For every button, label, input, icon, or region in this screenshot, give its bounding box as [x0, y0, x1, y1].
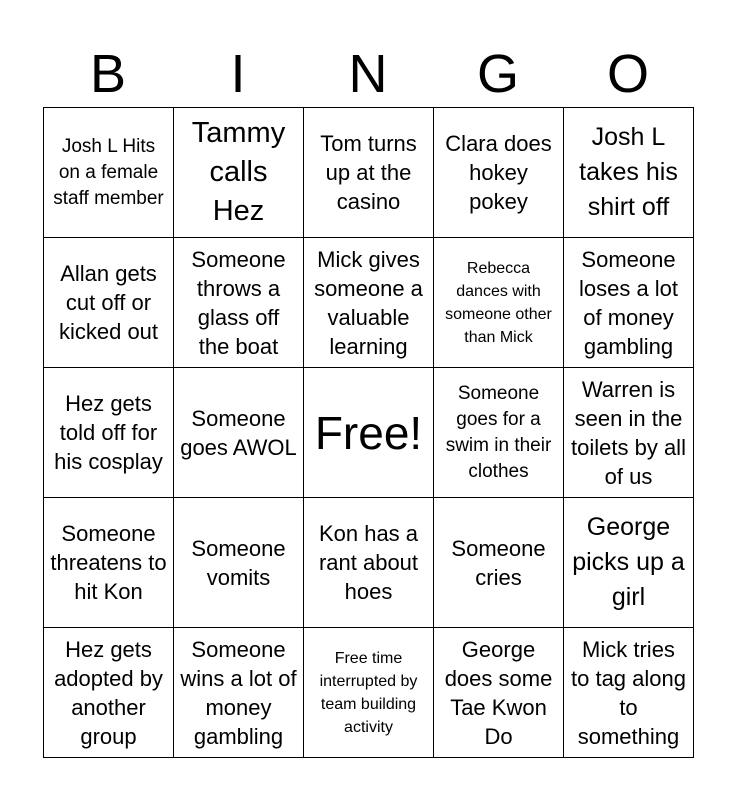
- bingo-cell[interactable]: [174, 108, 304, 238]
- header-letter-b: B: [89, 44, 127, 104]
- cell-text: Kon has a rant about hoes: [318, 521, 419, 604]
- bingo-cell[interactable]: [44, 368, 174, 498]
- cell-text: Clara does hokey pokey: [445, 131, 552, 214]
- cell-text: Someone wins a lot of money gambling: [180, 636, 297, 749]
- header-letter-i: I: [230, 44, 246, 104]
- bingo-cell[interactable]: [434, 498, 564, 628]
- bingo-cell[interactable]: [434, 108, 564, 238]
- bingo-cell-free[interactable]: [304, 368, 434, 498]
- cell-text: Someone vomits: [191, 535, 286, 590]
- bingo-header: [43, 40, 693, 108]
- cell-text: Someone cries: [451, 535, 546, 590]
- cell-text: Hez gets told off for his cosplay: [54, 391, 163, 474]
- cell-text: George does some Tae Kwon Do: [444, 636, 553, 749]
- bingo-cell[interactable]: [174, 238, 304, 368]
- bingo-board: [43, 107, 694, 758]
- bingo-cell[interactable]: [304, 498, 434, 628]
- header-letter-o: O: [606, 44, 649, 104]
- cell-text: Tom turns up at the casino: [320, 131, 417, 214]
- cell-text: George picks up a girl: [572, 513, 685, 611]
- cell-text: Someone throws a glass off the boat: [191, 246, 286, 359]
- bingo-cell[interactable]: [564, 238, 694, 368]
- cell-text: Someone goes AWOL: [180, 405, 297, 460]
- bingo-cell[interactable]: [564, 498, 694, 628]
- bingo-cell[interactable]: [564, 108, 694, 238]
- cell-text: Josh L takes his shirt off: [579, 123, 678, 221]
- bingo-cell[interactable]: [44, 108, 174, 238]
- cell-text: Free time interrupted by team building activity: [319, 649, 418, 736]
- bingo-cell[interactable]: [44, 238, 174, 368]
- cell-text: Someone loses a lot of money gambling: [578, 246, 679, 359]
- bingo-cell[interactable]: [44, 498, 174, 628]
- bingo-cell[interactable]: [44, 628, 174, 758]
- bingo-cell[interactable]: [434, 238, 564, 368]
- bingo-cell[interactable]: [434, 368, 564, 498]
- cell-text: Josh L Hits on a female staff member: [53, 135, 164, 209]
- cell-text: Mick gives someone a valuable learning: [314, 246, 423, 359]
- cell-text: Hez gets adopted by another group: [54, 636, 163, 749]
- bingo-cell[interactable]: [564, 368, 694, 498]
- bingo-cell[interactable]: [304, 238, 434, 368]
- bingo-cell[interactable]: [304, 108, 434, 238]
- cell-text: Mick tries to tag along to something: [571, 636, 686, 749]
- cell-text: Warren is seen in the toilets by all of us: [571, 376, 686, 489]
- header-letter-n: N: [348, 44, 388, 104]
- free-space-text: Free!: [314, 406, 423, 459]
- bingo-cell[interactable]: [174, 368, 304, 498]
- board-row: [44, 498, 694, 628]
- header-letter-g: G: [476, 44, 519, 104]
- cell-text: Someone threatens to hit Kon: [50, 521, 167, 604]
- board-row: [44, 628, 694, 758]
- board-row: [44, 238, 694, 368]
- bingo-cell[interactable]: [304, 628, 434, 758]
- bingo-cell[interactable]: [564, 628, 694, 758]
- cell-text: Tammy calls Hez: [191, 117, 286, 227]
- cell-text: Allan gets cut off or kicked out: [58, 261, 159, 344]
- board-row: [44, 108, 694, 238]
- cell-text: Someone goes for a swim in their clothes: [445, 382, 552, 482]
- bingo-cell[interactable]: [434, 628, 564, 758]
- bingo-cell[interactable]: [174, 498, 304, 628]
- cell-text: Rebecca dances with someone other than Mick: [445, 259, 552, 346]
- board-row: [44, 368, 694, 498]
- bingo-cell[interactable]: [174, 628, 304, 758]
